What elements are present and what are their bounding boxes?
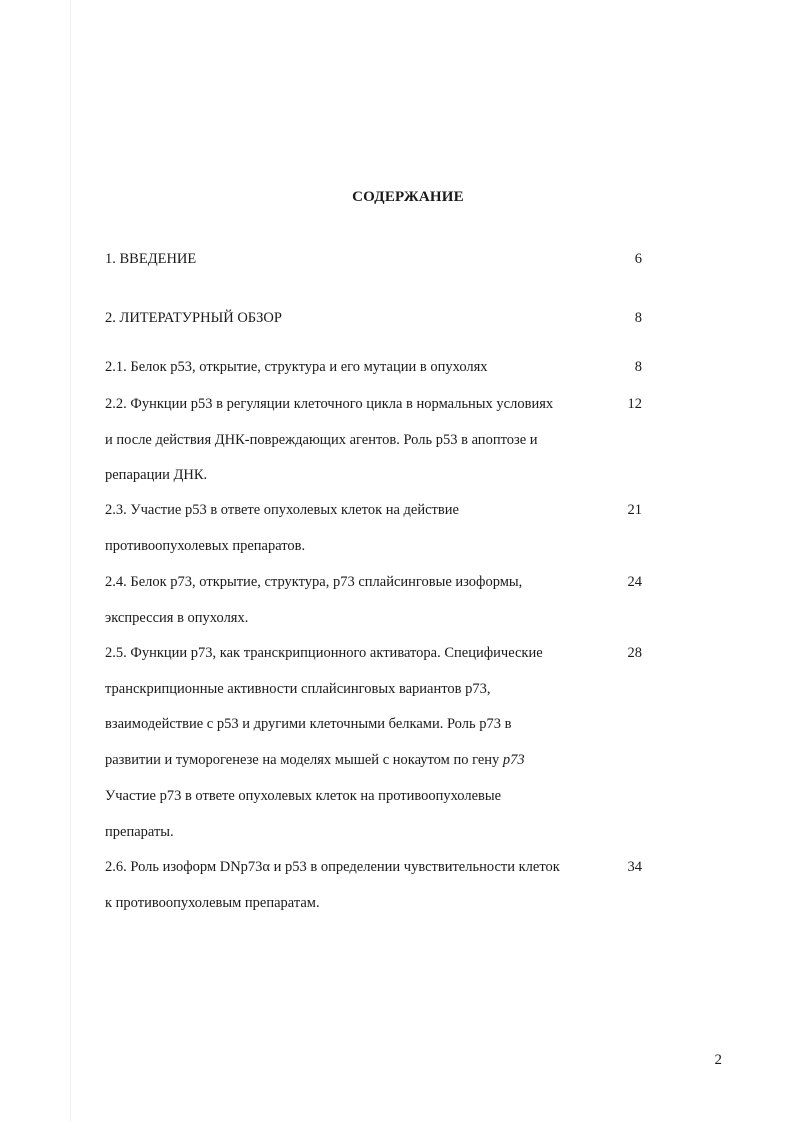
toc-entry-continuation-text: развитии и туморогенезе на моделях мышей с нокаутом по гену [105, 752, 503, 768]
toc-entry-2-4 [105, 573, 642, 591]
toc-entry-text: 2.4. Белок р73, открытие, структура, р73 сплайсинговые изоформы, [105, 574, 523, 590]
toc-entry-2-6 [105, 858, 642, 876]
toc-entry-continuation: противоопухолевых препаратов. [105, 538, 306, 554]
toc-entry-2-2 [105, 395, 642, 413]
toc-entry-1 [105, 250, 642, 268]
toc-entry-page: 21 [627, 502, 642, 518]
toc-entry-2-5 [105, 644, 642, 662]
toc-entry-continuation: транскрипционные активности сплайсинговых вариантов р73, [105, 681, 491, 697]
toc-entry-page: 12 [627, 396, 642, 412]
toc-entry-2 [105, 309, 642, 327]
toc-entry-continuation: взаимодействие с р53 и другими клеточными белками. Роль р73 в [105, 716, 512, 732]
toc-entry-page: 6 [634, 251, 642, 267]
toc-entry-page: 28 [627, 645, 642, 661]
toc-entry-text: 2.6. Роль изоформ DNp73α и р53 в определении чувствительности клеток [105, 859, 560, 875]
toc-entry-continuation: экспрессия в опухолях. [105, 610, 249, 626]
toc-entry-page: 24 [627, 574, 642, 590]
toc-entry-2-3 [105, 501, 642, 519]
toc-title: СОДЕРЖАНИЕ [352, 189, 464, 205]
toc-entry-continuation: препараты. [105, 824, 174, 840]
toc-entry-continuation [105, 751, 525, 769]
toc-entry-continuation: репарации ДНК. [105, 467, 208, 483]
toc-entry-continuation: к противоопухолевым препаратам. [105, 895, 320, 911]
scan-edge [70, 0, 71, 1122]
toc-entry-page: 8 [634, 310, 642, 326]
toc-entry-text: 2.5. Функции р73, как транскрипционного активатора. Специфические [105, 645, 543, 661]
toc-entry-text: 1. ВВЕДЕНИЕ [105, 251, 197, 267]
toc-entry-continuation: Участие р73 в ответе опухолевых клеток на противоопухолевые [105, 788, 502, 804]
toc-entry-text: 2.1. Белок р53, открытие, структура и его мутации в опухолях [105, 359, 488, 375]
toc-entry-continuation: и после действия ДНК-повреждающих агентов. Роль р53 в апоптозе и [105, 432, 538, 448]
page-number: 2 [714, 1052, 722, 1068]
gene-name-italic: p73 [502, 752, 525, 768]
toc-entry-page: 34 [627, 859, 642, 875]
toc-entry-text: 2. ЛИТЕРАТУРНЫЙ ОБЗОР [105, 310, 282, 326]
toc-entry-page: 8 [634, 359, 642, 375]
toc-entry-2-1 [105, 358, 642, 376]
toc-entry-text: 2.2. Функции р53 в регуляции клеточного цикла в нормальных условиях [105, 396, 554, 412]
toc-entry-text: 2.3. Участие р53 в ответе опухолевых клеток на действие [105, 502, 459, 518]
